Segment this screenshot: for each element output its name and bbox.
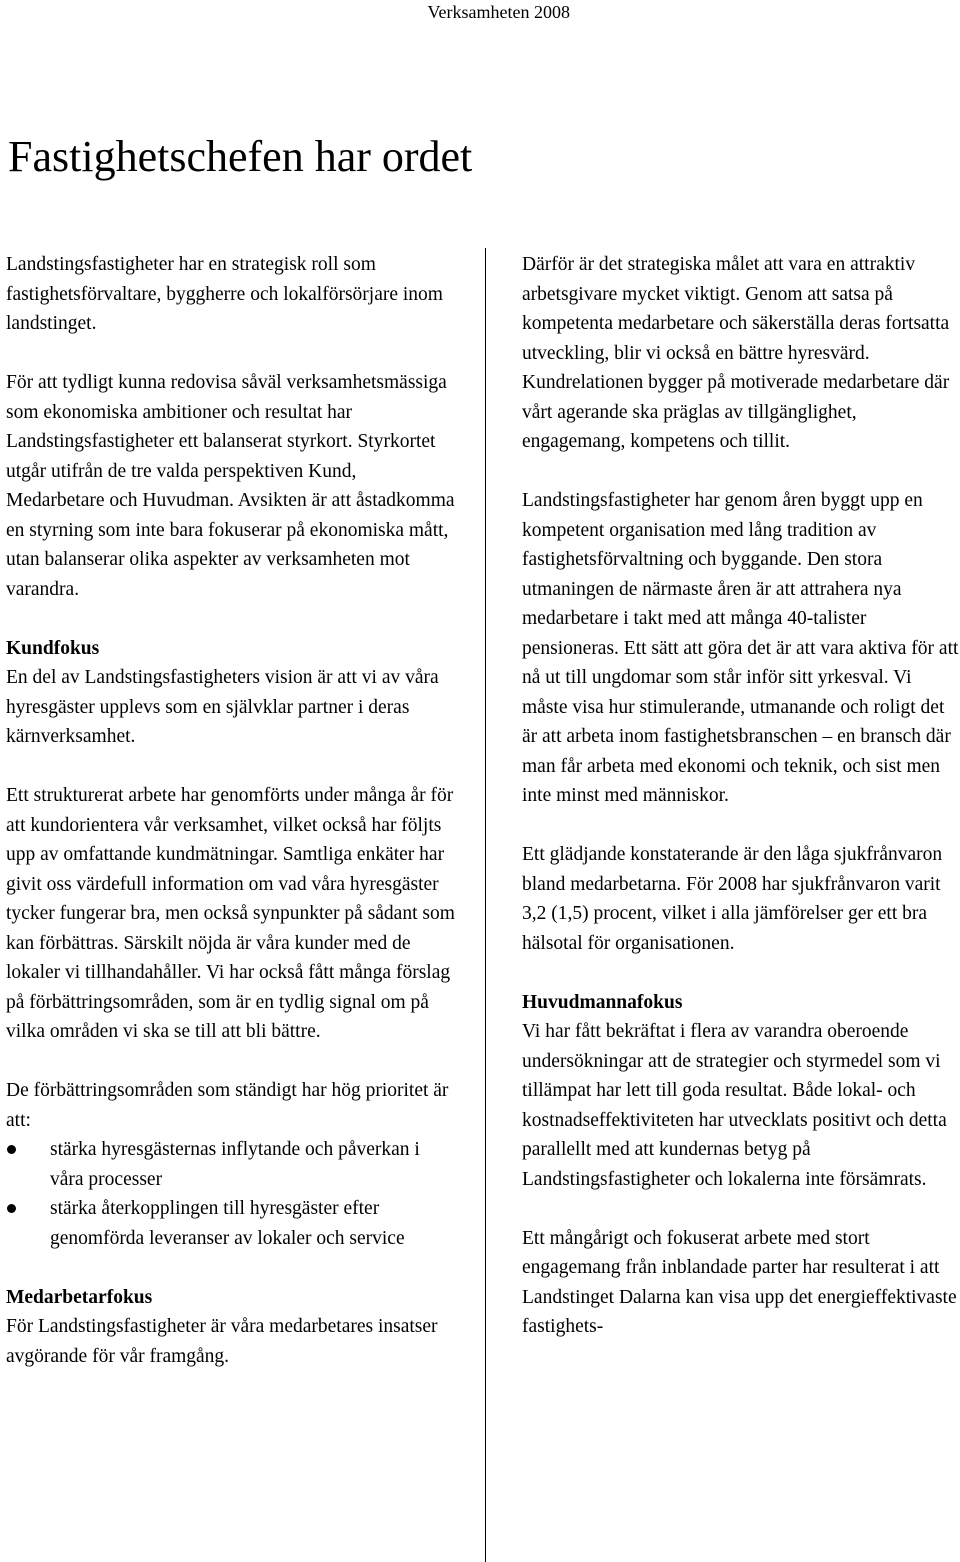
sick-leave-paragraph: Ett glädjande konstaterande är den låga sjukfrånvaron bland medarbetarna. För 2008 har sjukfrånvaron varit 3,2 (1,5) procent, vilket i alla jämförelser ger ett bra hälsotal för organisationen.	[522, 844, 943, 954]
column-divider	[485, 248, 486, 1562]
list-item-text: stärka hyresgästernas inflytande och påverkan i våra processer	[50, 1139, 420, 1190]
huvudmannafokus-heading: Huvudmannafokus	[522, 991, 683, 1013]
kundfokus-section	[6, 634, 458, 752]
list-item	[6, 1194, 458, 1253]
intro-paragraph: Landstingsfastigheter har en strategisk roll som fastighetsförvaltare, byggherre och lokalförsörjare inom landstinget.	[6, 254, 443, 334]
priority-list	[6, 1135, 458, 1253]
kundfokus-text: En del av Landstingsfastigheters vision är att vi av våra hyresgäster upplevs som en självklar partner i deras kärnverksamhet.	[6, 667, 439, 747]
huvudmannafokus-section	[522, 988, 960, 1195]
medarbetarfokus-heading: Medarbetarfokus	[6, 1286, 153, 1308]
organisation-paragraph: Landstingsfastigheter har genom åren byggt upp en kompetent organisation med lång tradition av fastighetsförvaltning och byggande. Den stora utmaningen de närmaste åren är att attrahera nya medarbetare i takt med att många 40-talister pensioneras. Ett sätt att göra det är att vara aktiva för att nå ut till ungdomar som står inför sitt yrkesval. Vi måste visa hur stimulerande, utmanande och roligt det är att arbeta inom fastighetsbranschen – en bransch där man får arbeta med ekonomi och teknik, och sist men inte minst med människor.	[522, 490, 959, 806]
list-item-text: stärka återkopplingen till hyresgäster efter genomförda leveranser av lokaler och service	[50, 1198, 405, 1249]
huvudmannafokus-text: Vi har fått bekräftat i flera av varandra oberoende undersökningar att de strategier och styrmedel som vi tillämpat har lett till goda resultat. Både lokal- och kostnadseffektiviteten har utvecklats positivt och detta parallellt med att kundernas betyg på Landstingsfastigheter och lokalerna inte försämrats.	[522, 1021, 947, 1190]
medarbetarfokus-section	[6, 1283, 458, 1372]
left-column	[6, 250, 458, 1401]
kundfokus-heading: Kundfokus	[6, 637, 100, 659]
page-title: Fastighetschefen har ordet	[8, 132, 473, 181]
medarbetarfokus-text: För Landstingsfastigheter är våra medarbetares insatser avgörande för vår framgång.	[6, 1316, 438, 1367]
customer-work-paragraph: Ett strukturerat arbete har genomförts under många år för att kundorientera vår verksamhet, vilket också har följts upp av omfattande kundmätningar. Samtliga enkäter har givit oss värdefull information om vad våra hyresgäster tycker fungerar bra, men också synpunkter på sådant som kan förbättras. Särskilt nöjda är våra kunder med de lokaler vi tillhandahåller. Vi har också fått många förslag på förbättringsområden, som är en tydlig signal om på vilka områden vi ska se till att bli bättre.	[6, 785, 455, 1042]
right-column	[522, 250, 960, 1371]
priority-intro: De förbättringsområden som ständigt har hög prioritet är att:	[6, 1080, 449, 1131]
bullet-icon	[7, 1145, 16, 1154]
running-header: Verksamheten 2008	[427, 2, 570, 22]
bullet-icon	[7, 1204, 16, 1213]
list-item	[6, 1135, 458, 1194]
energy-paragraph: Ett mångårigt och fokuserat arbete med stort engagemang från inblandade parter har resulterat i att Landstinget Dalarna kan visa upp det energieffektivaste fastighets-	[522, 1227, 957, 1337]
employer-paragraph: Därför är det strategiska målet att vara en attraktiv arbetsgivare mycket viktigt. Genom att satsa på kompetenta medarbetare och säkerställa deras fortsatta utveckling, blir vi också en bättre hyresvärd. Kundrelationen bygger på motiverade medarbetare där vårt agerande ska präglas av tillgänglighet, engagemang, kompetens och tillit.	[522, 254, 950, 452]
scorecard-paragraph: För att tydligt kunna redovisa såväl verksamhetsmässiga som ekonomiska ambitioner och resultat har Landstingsfastigheter ett balanserat styrkort. Styrkortet utgår utifrån de tre valda perspektiven Kund, Medarbetare och Huvudman. Avsikten är att åstadkomma en styrning som inte bara fokuserar på ekonomiska mått, utan balanserar olika aspekter av verksamheten mot varandra.	[6, 372, 455, 600]
